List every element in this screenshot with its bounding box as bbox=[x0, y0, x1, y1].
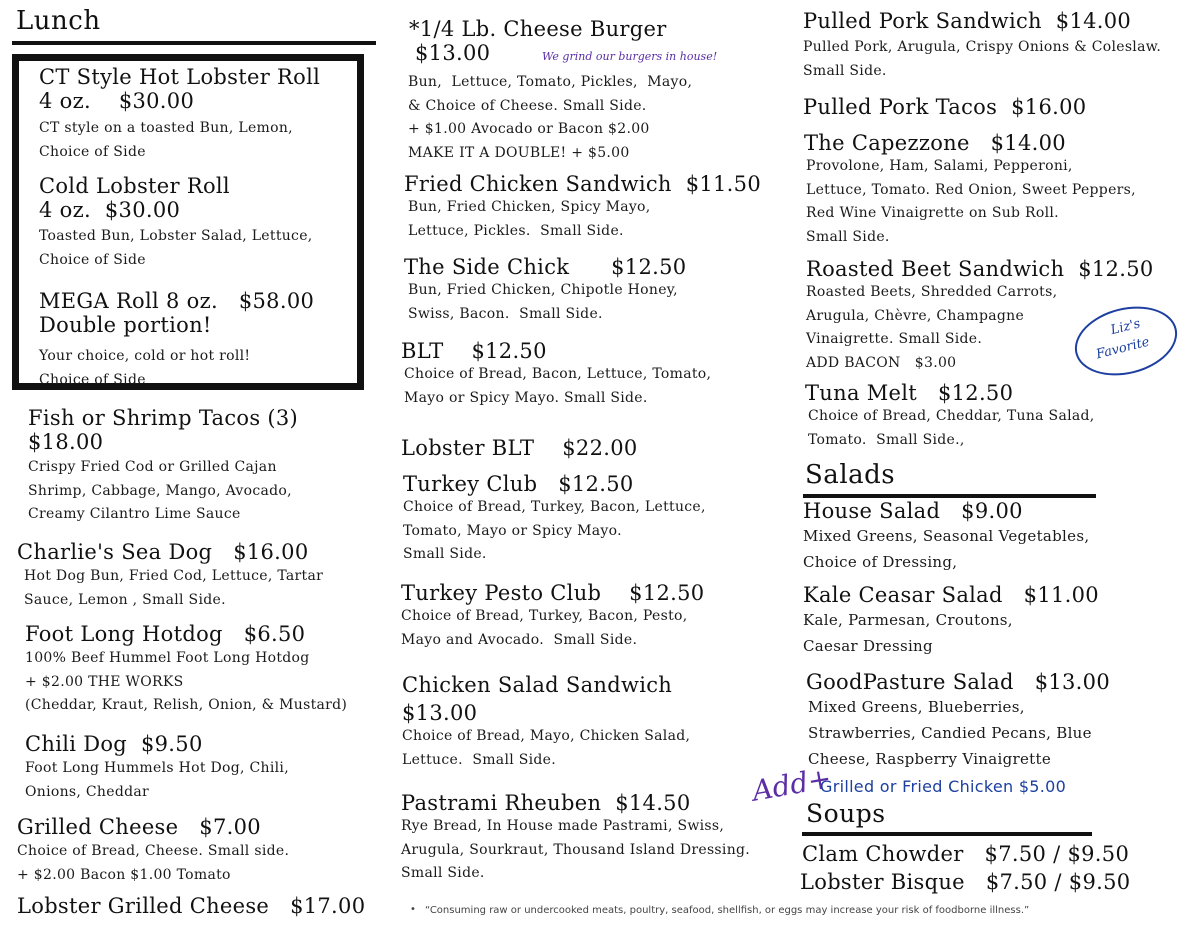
menu-item-foot-long-hotdog bbox=[25, 622, 347, 718]
menu-item-fish-tacos bbox=[28, 406, 298, 527]
item-desc: ADD BACON $3.00 bbox=[806, 354, 957, 371]
item-title: The Capezzone $14.00 bbox=[804, 131, 1066, 155]
menu-item-pulled-pork bbox=[803, 9, 1161, 83]
item-desc: Choice of Dressing, bbox=[803, 553, 958, 572]
footnote-bullet: • bbox=[410, 904, 416, 915]
item-desc: + $2.00 Bacon $1.00 Tomato bbox=[17, 866, 231, 883]
menu-item-pastrami bbox=[401, 791, 750, 886]
item-desc: Lettuce, Pickles. Small Side. bbox=[408, 222, 624, 239]
menu-item-pulled-pork-tacos: Pulled Pork Tacos $16.00 bbox=[803, 95, 1087, 119]
menu-item-lobster-grilled-cheese: Lobster Grilled Cheese $17.00 bbox=[17, 894, 366, 918]
add-chicken-option: Grilled or Fried Chicken $5.00 bbox=[820, 777, 1067, 796]
item-subtitle: Double portion! bbox=[39, 313, 212, 338]
item-desc: (Cheddar, Kraut, Relish, Onion, & Mustard) bbox=[25, 697, 348, 714]
item-title: Chicken Salad Sandwich bbox=[402, 673, 673, 697]
item-desc: Mixed Greens, Seasonal Vegetables, bbox=[803, 527, 1090, 546]
menu-item-turkey-club bbox=[403, 472, 706, 567]
item-desc: Provolone, Ham, Salami, Pepperoni, bbox=[806, 158, 1073, 175]
lunch-header: Lunch bbox=[16, 6, 101, 36]
item-title: Pastrami Rheuben $14.50 bbox=[401, 791, 691, 815]
item-desc: Small Side. bbox=[401, 865, 485, 882]
item-desc: Choice of Bread, Turkey, Bacon, Lettuce, bbox=[403, 499, 706, 516]
menu-item-blt bbox=[401, 339, 711, 410]
menu-item-kale-ceasar bbox=[803, 583, 1099, 659]
item-desc: Choice of Bread, Cheese. Small side. bbox=[17, 843, 290, 860]
menu-item-lobster-blt: Lobster BLT $22.00 bbox=[401, 436, 638, 460]
item-title: Fried Chicken Sandwich $11.50 bbox=[404, 172, 761, 196]
item-title: Foot Long Hotdog $6.50 bbox=[25, 622, 306, 646]
item-desc: Lettuce. Small Side. bbox=[402, 751, 557, 768]
menu-item-goodpasture bbox=[806, 670, 1110, 772]
item-title: Fish or Shrimp Tacos (3) bbox=[28, 406, 299, 430]
menu-item-cold-lobster-roll bbox=[39, 174, 313, 272]
item-title: Chili Dog $9.50 bbox=[25, 732, 203, 756]
item-desc: Bun, Fried Chicken, Chipotle Honey, bbox=[408, 282, 678, 299]
item-desc: Mixed Greens, Blueberries, bbox=[808, 698, 1025, 717]
item-desc: Strawberries, Candied Pecans, Blue bbox=[808, 724, 1092, 743]
item-desc: MAKE IT A DOUBLE! + $5.00 bbox=[408, 144, 630, 161]
burger-description bbox=[408, 71, 692, 165]
menu-item-chili-dog bbox=[25, 732, 289, 804]
lunch-header-rule bbox=[12, 41, 376, 45]
item-price: 4 oz. $30.00 bbox=[39, 89, 195, 114]
menu-item-ct-lobster-roll bbox=[39, 65, 320, 164]
item-desc: Bun, Lettuce, Tomato, Pickles, Mayo, bbox=[408, 74, 693, 90]
menu-item-turkey-pesto-club bbox=[401, 581, 704, 652]
menu-item-grilled-cheese bbox=[17, 815, 289, 887]
item-title: The Side Chick $12.50 bbox=[404, 255, 687, 279]
salads-header-rule bbox=[803, 494, 1096, 498]
item-desc: Choice of Bread, Cheddar, Tuna Salad, bbox=[808, 408, 1095, 425]
item-desc: + $1.00 Avocado or Bacon $2.00 bbox=[408, 121, 650, 137]
item-desc: Red Wine Vinaigrette on Sub Roll. bbox=[806, 205, 1059, 222]
item-desc: Caesar Dressing bbox=[803, 637, 933, 656]
item-title: Turkey Pesto Club $12.50 bbox=[401, 581, 705, 605]
item-desc: Toasted Bun, Lobster Salad, Lettuce, bbox=[39, 228, 313, 245]
item-price: 4 oz. $30.00 bbox=[39, 198, 181, 223]
burger-handwritten-note: We grind our burgers in house! bbox=[542, 50, 718, 63]
menu-item-tuna-melt bbox=[805, 381, 1095, 452]
stamp-line-2: Favorite bbox=[1094, 334, 1152, 363]
item-title: GoodPasture Salad $13.00 bbox=[806, 670, 1110, 694]
soup-clam-chowder: Clam Chowder $7.50 / $9.50 bbox=[802, 842, 1130, 866]
item-title: Kale Ceasar Salad $11.00 bbox=[803, 583, 1099, 607]
item-desc: Small Side. bbox=[803, 62, 887, 79]
menu-item-sea-dog bbox=[17, 540, 323, 612]
item-title: Cold Lobster Roll bbox=[39, 174, 230, 198]
soup-lobster-bisque: Lobster Bisque $7.50 / $9.50 bbox=[800, 870, 1131, 894]
item-desc: Sauce, Lemon , Small Side. bbox=[24, 591, 226, 608]
item-title: Charlie's Sea Dog $16.00 bbox=[17, 540, 309, 564]
menu-item-fried-chicken bbox=[404, 172, 761, 243]
item-title: MEGA Roll 8 oz. $58.00 bbox=[39, 289, 315, 313]
menu-item-mega-roll bbox=[39, 289, 314, 392]
menu-item-chicken-salad bbox=[402, 673, 690, 772]
item-title: CT Style Hot Lobster Roll bbox=[39, 65, 321, 89]
item-title: Tuna Melt $12.50 bbox=[805, 381, 1014, 405]
item-desc: Choice of Bread, Turkey, Bacon, Pesto, bbox=[401, 608, 688, 625]
item-desc: 100% Beef Hummel Foot Long Hotdog bbox=[25, 650, 310, 667]
menu-item-house-salad bbox=[803, 499, 1089, 575]
item-desc: Vinaigrette. Small Side. bbox=[806, 331, 983, 348]
item-desc: Choice of Side bbox=[39, 251, 146, 268]
item-desc: Arugula, Sourkraut, Thousand Island Dressing. bbox=[401, 841, 751, 858]
item-desc: Shrimp, Cabbage, Mango, Avocado, bbox=[28, 482, 292, 499]
item-desc: Creamy Cilantro Lime Sauce bbox=[28, 506, 241, 523]
item-desc: Roasted Beets, Shredded Carrots, bbox=[806, 284, 1058, 301]
soups-header: Soups bbox=[806, 799, 886, 828]
menu-item-side-chick bbox=[404, 255, 686, 326]
item-desc: Kale, Parmesan, Croutons, bbox=[803, 611, 1013, 630]
item-desc: Small Side. bbox=[403, 546, 487, 563]
item-title: Pulled Pork Sandwich $14.00 bbox=[803, 9, 1132, 33]
item-desc: Mayo or Spicy Mayo. Small Side. bbox=[404, 389, 648, 406]
item-desc: Tomato, Mayo or Spicy Mayo. bbox=[403, 522, 622, 539]
item-title: BLT $12.50 bbox=[401, 339, 547, 363]
item-desc: CT style on a toasted Bun, Lemon, bbox=[39, 120, 293, 137]
item-desc: Crispy Fried Cod or Grilled Cajan bbox=[28, 459, 277, 476]
item-desc: Cheese, Raspberry Vinaigrette bbox=[808, 750, 1051, 769]
item-desc: Lettuce, Tomato. Red Onion, Sweet Peppers, bbox=[806, 181, 1136, 198]
menu-item-capezzone bbox=[804, 131, 1136, 249]
item-desc: Choice of Bread, Mayo, Chicken Salad, bbox=[402, 728, 691, 745]
item-desc: Foot Long Hummels Hot Dog, Chili, bbox=[25, 760, 289, 777]
item-title: Turkey Club $12.50 bbox=[403, 472, 634, 496]
item-desc: Swiss, Bacon. Small Side. bbox=[408, 305, 603, 322]
foodborne-illness-footnote: “Consuming raw or undercooked meats, poultry, seafood, shellfish, or eggs may increase your risk of foodborne illness.” bbox=[425, 905, 1030, 916]
item-title: House Salad $9.00 bbox=[803, 499, 1023, 523]
item-desc: Your choice, cold or hot roll! bbox=[39, 348, 251, 365]
item-price: $13.00 bbox=[415, 41, 491, 66]
item-desc: Mayo and Avocado. Small Side. bbox=[401, 631, 638, 648]
item-desc: & Choice of Cheese. Small Side. bbox=[408, 97, 647, 114]
salads-header: Salads bbox=[805, 460, 896, 490]
item-desc: Small Side. bbox=[806, 228, 890, 245]
item-desc: Pulled Pork, Arugula, Crispy Onions & Coleslaw. bbox=[803, 39, 1162, 56]
soups-header-rule bbox=[802, 832, 1092, 836]
item-desc: + $2.00 THE WORKS bbox=[25, 673, 184, 690]
item-desc: Choice of Bread, Bacon, Lettuce, Tomato, bbox=[404, 366, 712, 383]
item-desc: Choice of Side bbox=[39, 143, 146, 160]
item-desc: Choice of Side bbox=[39, 371, 146, 388]
item-desc: Onions, Cheddar bbox=[25, 783, 149, 800]
item-title: *1/4 Lb. Cheese Burger bbox=[409, 17, 667, 41]
item-title: Roasted Beet Sandwich $12.50 bbox=[806, 257, 1154, 281]
item-desc: Rye Bread, In House made Pastrami, Swiss, bbox=[401, 818, 725, 835]
item-desc: Hot Dog Bun, Fried Cod, Lettuce, Tartar bbox=[24, 568, 324, 585]
add-handwritten-label: Add+ bbox=[749, 761, 834, 808]
item-desc: Bun, Fried Chicken, Spicy Mayo, bbox=[408, 199, 651, 216]
stamp-line-1: Liz's bbox=[1109, 316, 1142, 339]
item-desc: Tomato. Small Side., bbox=[808, 431, 965, 448]
item-desc: Arugula, Chèvre, Champagne bbox=[806, 307, 1025, 324]
item-price: $13.00 bbox=[402, 701, 478, 726]
item-price: $18.00 bbox=[28, 430, 104, 455]
item-title: Grilled Cheese $7.00 bbox=[17, 815, 261, 839]
